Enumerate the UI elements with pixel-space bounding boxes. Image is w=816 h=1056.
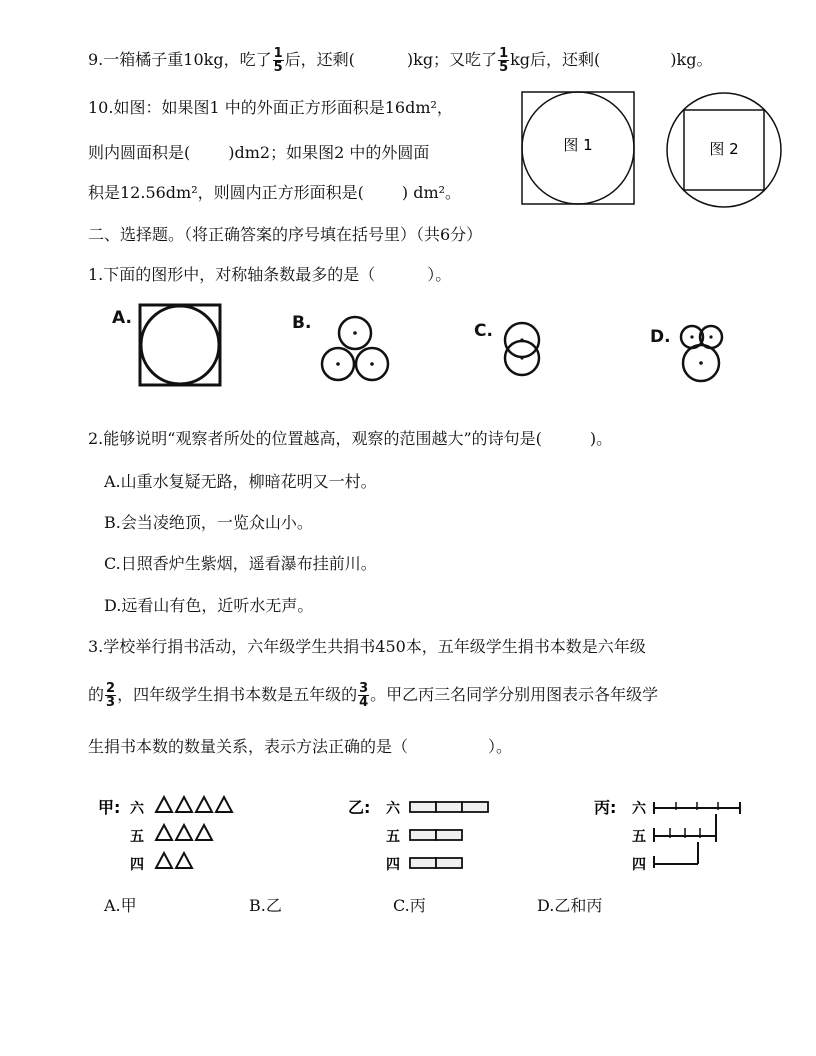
- choice-1-label-d: D.: [650, 327, 671, 347]
- bing-bracket-diagram: [592, 790, 752, 880]
- choice-3-line-2: [88, 682, 658, 709]
- choice-1-label-a: A.: [112, 308, 132, 328]
- yi-bar-segment: [436, 858, 462, 868]
- figure-1-label: 图 1: [563, 136, 593, 154]
- bing-row-5-label: 五: [632, 829, 646, 845]
- q9-text-1: 9.一箱橘子重10kg，吃了: [88, 50, 272, 69]
- bing-row-4-bracket: [654, 842, 698, 868]
- choice-1-label-c: C.: [474, 321, 493, 341]
- jia-row-5-label: 五: [130, 829, 144, 845]
- q10-text-3b: ) dm²。: [401, 183, 462, 202]
- choice-3-text-3b: ）。: [488, 737, 513, 756]
- bing-row-6-line: [654, 802, 740, 814]
- choice-3-fraction-1: $\frac{2}{3}$: [106, 681, 116, 710]
- choice-3-text-2b: ，四年级学生捐书本数是五年级的: [117, 685, 358, 704]
- q10-text-2b: )dm2；如果图2 中的外圆面: [228, 143, 430, 162]
- choice-3-line-1: 3.学校举行捐书活动，六年级学生共捐书450本，五年级学生捐书本数是六年级: [88, 637, 646, 656]
- choice-1-stem-text: 1.下面的图形中，对称轴条数最多的是（: [88, 265, 376, 284]
- q10-line-1: 10.如图：如果图1 中的外面正方形面积是16dm²，: [88, 98, 453, 117]
- q10-text-3a: 积是12.56dm²，则圆内正方形面积是(: [88, 183, 364, 202]
- yi-bar-segment: [436, 802, 462, 812]
- choice-3-text-3a: 生捐书本数的数量关系，表示方法正确的是（: [88, 737, 409, 756]
- option-c-figure-overlapping-circles: [498, 320, 548, 380]
- figure-2-circle-square: [662, 92, 786, 216]
- yi-row-4-label: 四: [386, 857, 400, 873]
- choice-3-answer-c: C.丙: [393, 896, 426, 915]
- bing-name: 丙:: [594, 798, 617, 817]
- choice-2-option-c: C.日照香炉生紫烟，遥看瀑布挂前川。: [104, 554, 377, 573]
- q10-line-2: [88, 142, 429, 164]
- jia-triangle-diagram: [96, 790, 256, 880]
- option-d-figure-two-sizes-circles: [676, 320, 726, 386]
- choice-3-text-2c: 。甲乙丙三名同学分别用图表示各年级学: [370, 685, 659, 704]
- choice-2-option-d: D.远看山有色，近听水无声。: [104, 596, 314, 615]
- choice-2-option-a: A.山重水复疑无路，柳暗花明又一村。: [104, 472, 377, 491]
- jia-triangle: [196, 825, 212, 840]
- q10-line-3: [88, 182, 461, 204]
- choice-3-answer-b: B.乙: [249, 896, 282, 915]
- choice-3-answer-a: A.甲: [104, 896, 137, 915]
- yi-bar-segment: [410, 830, 436, 840]
- bing-row-5-line: [654, 814, 716, 842]
- section-2-heading: 二、选择题。（将正确答案的序号填在括号里）（共6分）: [88, 225, 483, 244]
- q9-text-4: kg后，还剩(: [510, 50, 601, 69]
- figure-2-label: 图 2: [709, 140, 739, 158]
- bing-row-6-label: 六: [632, 801, 646, 817]
- choice-1-label-b: B.: [292, 313, 312, 333]
- q10-text-2a: 则内圆面积是(: [88, 143, 191, 162]
- question-9: [88, 47, 712, 74]
- choice-1-stem-end: ）。: [427, 265, 452, 284]
- yi-name: 乙:: [348, 798, 371, 817]
- jia-triangle: [156, 825, 172, 840]
- jia-triangle: [196, 797, 212, 812]
- option-b-figure-three-circles: [318, 314, 394, 386]
- jia-triangles: [156, 797, 232, 868]
- figure-1-square-circle: [518, 88, 642, 212]
- choice-2-stem-text: 2.能够说明“观察者所处的位置越高，观察的范围越大”的诗句是(: [88, 429, 542, 448]
- choice-2-stem: [88, 428, 612, 450]
- choice-2-stem-end: )。: [589, 429, 613, 448]
- choice-1-stem: [88, 264, 451, 286]
- choice-3-fraction-2: $\frac{3}{4}$: [359, 681, 369, 710]
- q9-fraction-1: $\frac{1}{5}$: [273, 46, 283, 75]
- yi-bars: [410, 802, 488, 868]
- jia-triangle: [156, 797, 172, 812]
- bing-row-4-label: 四: [632, 857, 646, 873]
- jia-triangle: [176, 797, 192, 812]
- jia-row-4-label: 四: [130, 857, 144, 873]
- choice-3-text-2a: 的: [88, 685, 105, 704]
- jia-triangle: [156, 853, 172, 868]
- yi-bar-segment: [410, 858, 436, 868]
- yi-row-6-label: 六: [386, 801, 400, 817]
- q9-text-2: 后，还剩(: [284, 50, 355, 69]
- choice-2-option-b: B.会当凌绝顶，一览众山小。: [104, 513, 313, 532]
- yi-bar-segment: [436, 830, 462, 840]
- jia-row-6-label: 六: [130, 801, 144, 817]
- q9-text-5: )kg。: [670, 50, 713, 69]
- yi-row-5-label: 五: [386, 829, 400, 845]
- jia-triangle: [216, 797, 232, 812]
- choice-3-answer-d: D.乙和丙: [537, 896, 603, 915]
- q9-text-3: )kg；又吃了: [406, 50, 498, 69]
- choice-3-line-3: [88, 736, 512, 758]
- yi-bar-segment: [410, 802, 436, 812]
- jia-name: 甲:: [98, 798, 121, 817]
- option-a-figure-circle-in-square: [136, 301, 224, 389]
- yi-bar-diagram: [346, 790, 506, 880]
- yi-bar-segment: [462, 802, 488, 812]
- jia-triangle: [176, 853, 192, 868]
- jia-triangle: [176, 825, 192, 840]
- q9-fraction-2: $\frac{1}{5}$: [499, 46, 509, 75]
